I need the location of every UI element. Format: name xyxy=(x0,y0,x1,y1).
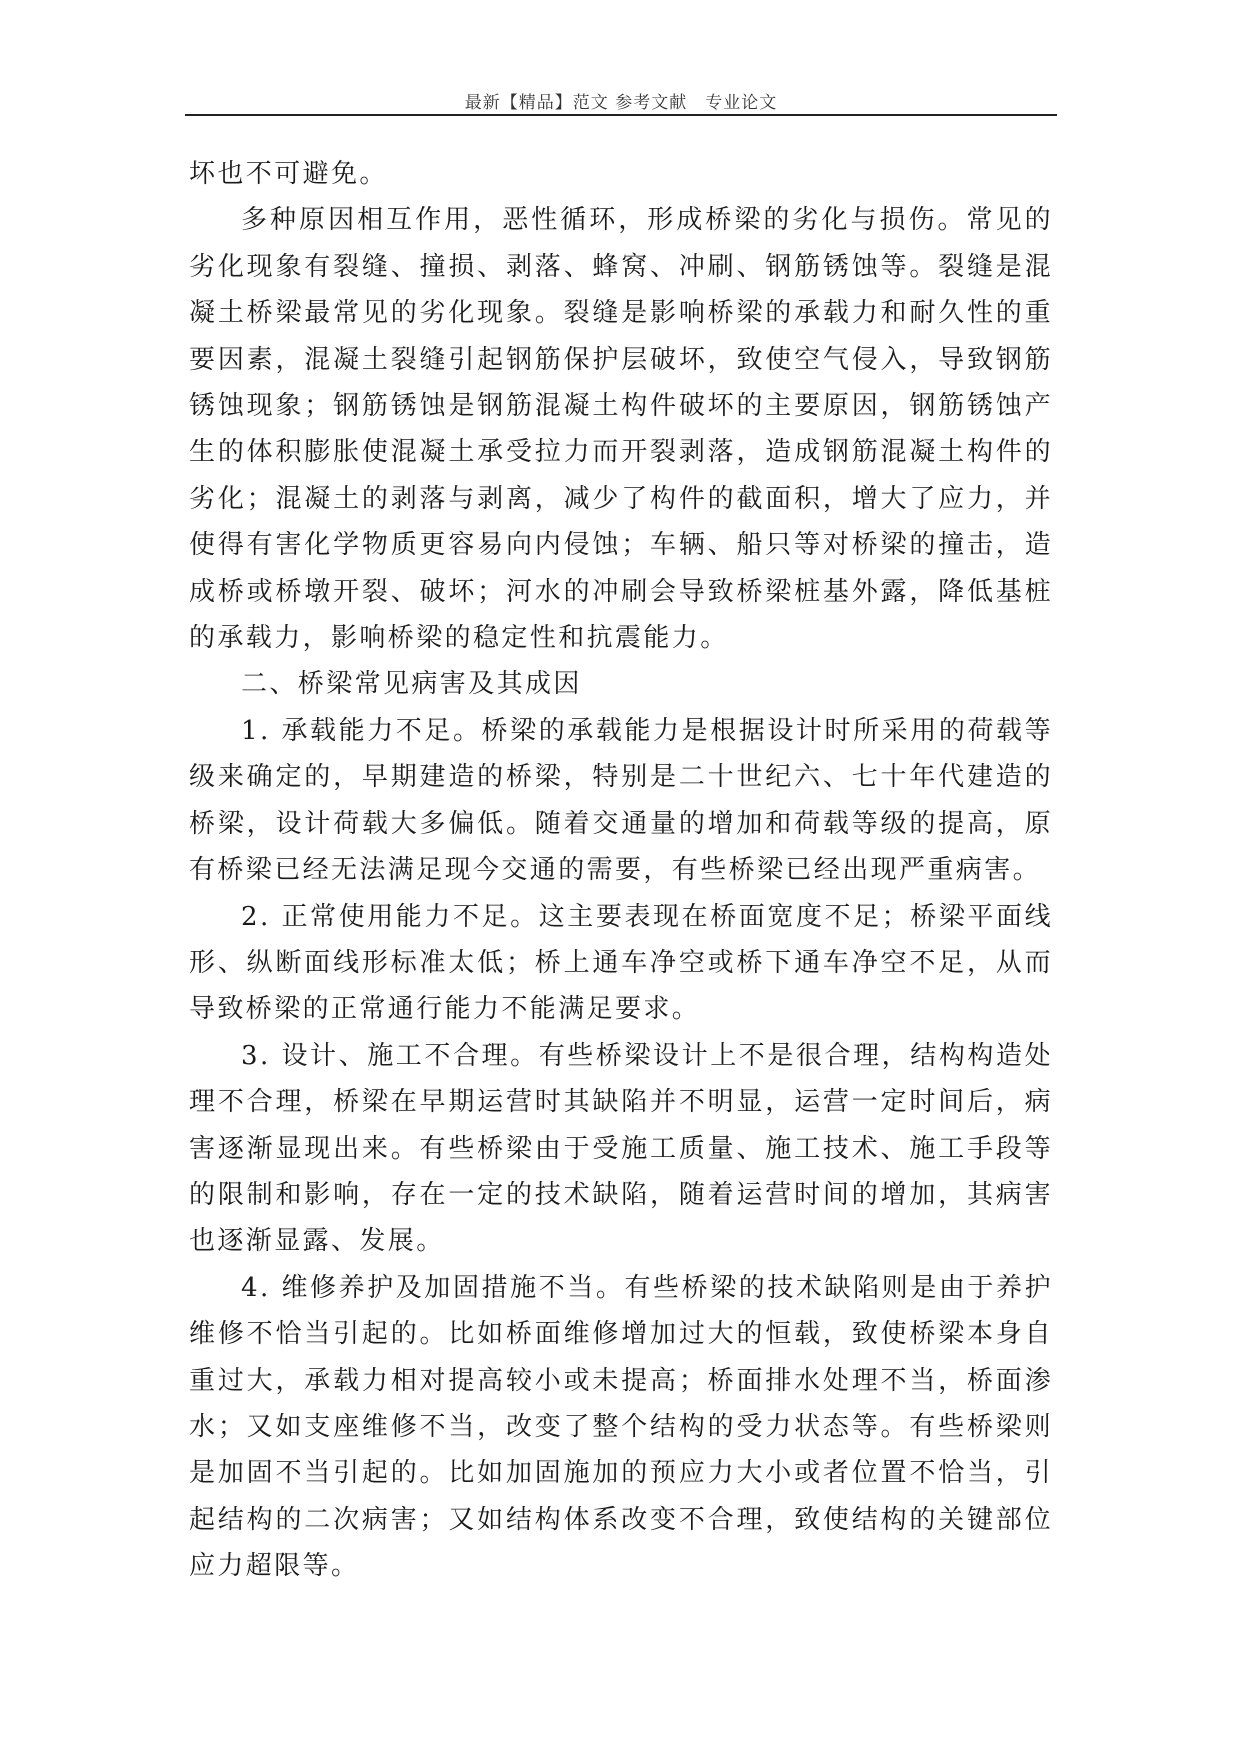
paragraph-item-2: 2. 正常使用能力不足。这主要表现在桥面宽度不足；桥梁平面线形、纵断面线形标准太低；桥上通车净空或桥下通车净空不足，从而导致桥梁的正常通行能力不能满足要求。 xyxy=(189,901,1053,1025)
paragraph-item-1: 1. 承载能力不足。桥梁的承载能力是根据设计时所采用的荷载等级来确定的，早期建造的桥梁，特别是二十世纪六、七十年代建造的桥梁，设计荷载大多偏低。随着交通量的增加和荷载等级的提高，原有桥梁已经无法满足现今交通的需要，有些桥梁已经出现严重病害。 xyxy=(189,715,1053,886)
header-divider xyxy=(185,114,1057,116)
paragraph-deterioration: 多种原因相互作用，恶性循环，形成桥梁的劣化与损伤。常见的劣化现象有裂缝、撞损、剥落、蜂窝、冲刷、钢筋锈蚀等。裂缝是混凝土桥梁最常见的劣化现象。裂缝是影响桥梁的承载力和耐久性的重要因素，混凝土裂缝引起钢筋保护层破坏，致使空气侵入，导致钢筋锈蚀现象；钢筋锈蚀是钢筋混凝土构件破坏的主要原因，钢筋锈蚀产生的体积膨胀使混凝土承受拉力而开裂剥落，造成钢筋混凝土构件的劣化；混凝土的剥落与剥离，减少了构件的截面积，增大了应力，并使得有害化学物质更容易向内侵蚀；车辆、船只等对桥梁的撞击，造成桥或桥墩开裂、破坏；河水的冲刷会导致桥梁桩基外露，降低基桩的承载力，影响桥梁的稳定性和抗震能力。 xyxy=(189,205,1053,654)
section-heading: 二、桥梁常见病害及其成因 xyxy=(241,669,582,700)
paragraph-continuation: 坏也不可避免。 xyxy=(189,159,388,189)
document-body xyxy=(189,151,1053,1590)
paragraph-item-4: 4. 维修养护及加固措施不当。有些桥梁的技术缺陷则是由于养护维修不恰当引起的。比如桥面维修增加过大的恒载，致使桥梁本身自重过大，承载力相对提高较小或未提高；桥面排水处理不当，桥面渗水；又如支座维修不当，改变了整个结构的受力状态等。有些桥梁则是加固不当引起的。比如加固施加的预应力大小或者位置不恰当，引起结构的二次病害；又如结构体系改变不合理，致使结构的关键部位应力超限等。 xyxy=(189,1272,1053,1582)
paragraph-item-3: 3. 设计、施工不合理。有些桥梁设计上不是很合理，结构构造处理不合理，桥梁在早期运营时其缺陷并不明显，运营一定时间后，病害逐渐显现出来。有些桥梁由于受施工质量、施工技术、施工手段等的限制和影响，存在一定的技术缺陷，随着运营时间的增加，其病害也逐渐显露、发展。 xyxy=(189,1040,1053,1257)
page-header: 最新【精品】范文 参考文献 专业论文 xyxy=(464,93,778,113)
